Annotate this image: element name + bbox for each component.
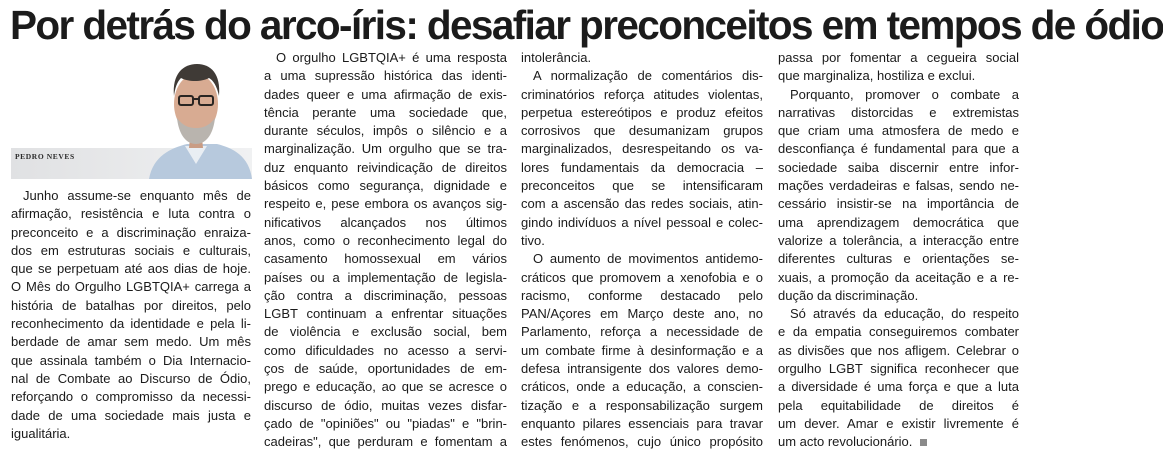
text-line: perpetua estereótipos e produz efeitos — [521, 104, 763, 120]
text-line: afirmação, resistência e luta contra o — [11, 206, 251, 222]
text-line: Só através da educação, do respeito — [790, 306, 1019, 322]
text-line: reforçando o compromisso da necessi- — [11, 389, 251, 405]
text-line: enquanto pilares essenciais para travar — [521, 415, 763, 431]
text-line: marginalização. Um orgulho que se tra- — [264, 141, 507, 157]
paragraph — [778, 49, 1019, 86]
text-line: cessário insistir-se na importância de — [778, 196, 1019, 212]
text-line: passa por fomentar a cegueira social — [778, 50, 1019, 65]
text-line: dades queer e uma afirmação de exis- — [264, 86, 507, 102]
text-line: a diversidade é uma força e que a luta — [778, 379, 1019, 395]
text-line: as divisões que nos afligem. Celebrar o — [778, 342, 1019, 358]
text-line: O orgulho LGBTQIA+ é uma resposta — [276, 50, 507, 65]
text-line: nificativos alcançados nos últimos — [264, 214, 507, 230]
text-line: um combate firme à desinformação e a — [521, 342, 763, 358]
closing-text: um acto revolucionário. — [778, 434, 913, 450]
text-line: que marginaliza, hostiliza e exclui. — [778, 68, 976, 84]
text-line: LGBT continuam a enfrentar situações — [264, 306, 507, 322]
text-line: discurso de ódio, muitas vezes disfar- — [264, 397, 507, 413]
text-line: que se perpetuam até aos dias de hoje. — [11, 261, 251, 277]
paragraph — [521, 49, 763, 67]
author-box — [11, 52, 252, 179]
column-3 — [521, 49, 763, 452]
text-line: ção contra a discriminação, pessoas — [264, 287, 507, 303]
text-line: que assinala também o Dia Internacio- — [11, 352, 251, 368]
text-line: xuais, a promoção da aceitação e a re- — [778, 269, 1019, 285]
author-portrait — [139, 52, 252, 179]
text-line: dução da discriminação. — [778, 287, 919, 303]
text-line: básicos como segurança, dignidade e — [264, 178, 507, 194]
text-line: com a ascensão das redes sociais, atin- — [521, 196, 763, 212]
column-4 — [778, 49, 1019, 452]
text-line: berdade de amar sem medo. Um mês — [11, 334, 251, 350]
text-line: cadeiras", que perduram e fomentam a — [264, 434, 507, 450]
text-line: intolerância. — [521, 50, 592, 65]
text-line: mações verdadeiras e falsas, sendo ne- — [778, 178, 1019, 194]
column-2 — [264, 49, 507, 452]
paragraph — [778, 86, 1019, 306]
paragraph — [521, 250, 763, 451]
text-line: corrosivos que desumanizam grupos — [521, 123, 763, 139]
text-line: diferentes culturas e orientações se- — [778, 251, 1019, 267]
text-line: preconceitos que se intensificaram — [521, 178, 763, 194]
text-line: narrativas distorcidas e extremistas — [778, 104, 1019, 120]
paragraph — [778, 305, 1019, 451]
text-line: dade de uma sociedade mais justa e — [11, 407, 251, 423]
text-line: Porquanto, promover o combate a — [790, 86, 1019, 102]
text-line: durante séculos, impôs o silêncio e a — [264, 123, 507, 139]
text-line: O aumento de movimentos antidemo- — [533, 251, 763, 267]
text-line: desconfiança é fundamental para que a — [778, 141, 1019, 157]
text-line: um dever. Amar e existir livremente é — [778, 415, 1019, 431]
text-line: racismo, conforme destacado pelo — [521, 287, 763, 303]
text-line: tização e a responsabilização surgem — [521, 397, 763, 413]
text-line: estes fenómenos, cujo único propósito — [521, 434, 763, 450]
text-line: O Mês do Orgulho LGBTQIA+ carrega a — [11, 279, 251, 295]
paragraph — [264, 49, 507, 452]
text-line: PAN/Açores em Março deste ano, no — [521, 306, 763, 322]
text-line: de violência e exclusão social, bem — [264, 324, 507, 340]
text-line: tência perante uma sociedade que, — [264, 104, 507, 120]
text-line: criminatórios reforça atitudes violentas, — [521, 86, 763, 102]
text-line: história de batalhas por direitos, pelo — [11, 297, 251, 313]
text-line: dos em estruturas sociais e culturais, — [11, 242, 251, 258]
text-line: e da empatia conseguiremos combater — [778, 324, 1019, 340]
text-line: prego e educação, ao que se acresce o — [264, 379, 507, 395]
text-line: ços de saúde, oportunidades de em- — [264, 361, 507, 377]
text-line: uma aprendizagem democrática que — [778, 214, 1019, 230]
text-line: a uma supressão histórica das identi- — [264, 68, 507, 84]
text-line: cráticos que promovem a xenofobia e o — [521, 269, 763, 285]
text-line: marginalizados, desrespeitando os va- — [521, 141, 763, 157]
text-line — [778, 433, 1019, 451]
text-line: tivo. — [521, 232, 545, 248]
text-line: Junho assume-se enquanto mês de — [23, 188, 251, 203]
text-line: sociedade saiba discernir entre infor- — [778, 159, 1019, 175]
author-byline: PEDRO NEVES — [15, 152, 75, 161]
text-line: defesa intransigente dos valores demo- — [521, 361, 763, 377]
article-headline: Por detrás do arco-íris: desafiar preconceitos em tempos de ódio — [10, 2, 1163, 48]
text-line: cráticos, onde a educação, a conscien- — [521, 379, 763, 395]
text-line: orgulho LGBT significa reconhecer que — [778, 361, 1019, 377]
paragraph — [521, 67, 763, 250]
text-line: igualitária. — [11, 425, 71, 441]
text-line: reconhecimento da identidade e pela li- — [11, 316, 251, 332]
text-line: como dificuldades no acesso a servi- — [264, 342, 507, 358]
text-line: valorize a tolerância, a interacção entre — [778, 232, 1019, 248]
text-line: çado de "opiniões" ou "piadas" e "brin- — [264, 415, 507, 431]
text-line: que criam uma atmosfera de medo e — [778, 123, 1019, 139]
column-1 — [11, 187, 251, 443]
text-line: respeito e, pese embora os avanços sig- — [264, 196, 507, 212]
text-line: nal de Combate ao Discurso de Ódio, — [11, 370, 251, 386]
text-line: duz enquanto reivindicação de direitos — [264, 159, 507, 175]
end-mark-icon — [920, 439, 927, 446]
text-line: Parlamento, reforça a necessidade de — [521, 324, 763, 340]
text-line: A normalização de comentários dis- — [533, 68, 763, 84]
text-line: pela equitabilidade de direitos é — [778, 397, 1019, 413]
text-line: casamento homossexual em vários — [264, 251, 507, 267]
paragraph — [11, 187, 251, 443]
text-line: anos, como o reconhecimento legal do — [264, 232, 507, 248]
text-line: países ou a implementação de legisla- — [264, 269, 507, 285]
text-line: preconceito e a discriminação enraiza- — [11, 224, 251, 240]
text-line: lores fundamentais da democracia – — [521, 159, 763, 175]
text-line: gindo indivíduos a nível pessoal e colec- — [521, 214, 763, 230]
